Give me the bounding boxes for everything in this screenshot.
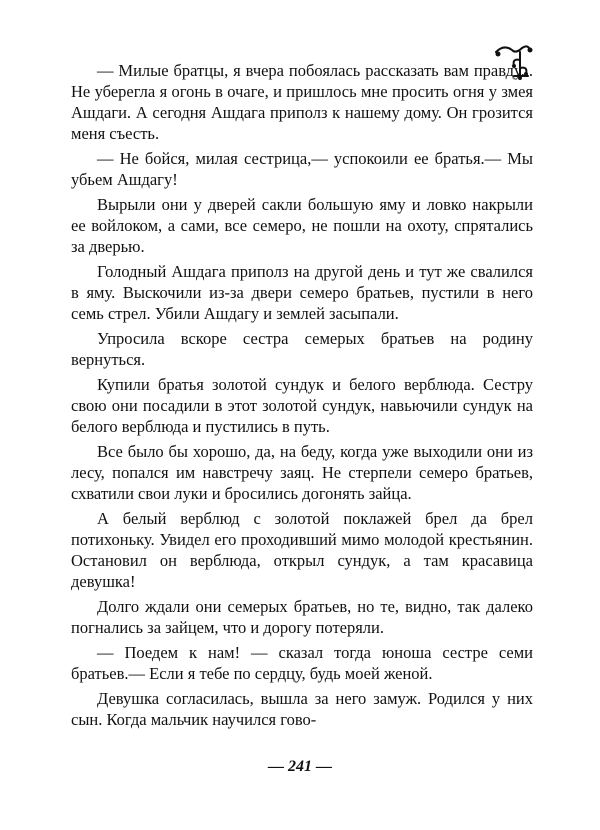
paragraph: — Милые братцы, я вчера побоялась рассказать вам правду... Не уберегла я огонь в очаге, и пришлось мне просить огня у змея Ашдаги. А сегодня Ашдага приполз к нашему дому. Он грозится меня съесть. [71, 61, 533, 143]
paragraph: Все было бы хорошо, да, на беду, когда уже выходили они из лесу, попался им навстречу заяц. Не стерпели семеро братьев, схватили свои луки и бросились догонять зайца. [71, 442, 533, 503]
paragraph: А белый верблюд с золотой поклажей брел да брел потихоньку. Увидел его проходивший мимо молодой крестьянин. Остановил он верблюда, открыл сундук, а там красавица девушка! [71, 509, 533, 591]
paragraph: — Поедем к нам! — сказал тогда юноша сестре семи братьев.— Если я тебе по сердцу, будь моей женой. [71, 643, 533, 683]
paragraph: Девушка согласилась, вышла за него замуж. Родился у них сын. Когда мальчик научился гово- [71, 689, 533, 729]
story-text [71, 60, 533, 734]
paragraph: Вырыли они у дверей сакли большую яму и ловко накрыли ее войлоком, а сами, все семеро, не пошли на охоту, спрятались за дверью. [71, 195, 533, 256]
paragraph: Долго ждали они семерых братьев, но те, видно, так далеко погнались за зайцем, что и дорогу потеряли. [71, 597, 533, 637]
paragraph: — Не бойся, милая сестрица,— успокоили ее братья.— Мы убьем Ашдагу! [71, 149, 533, 189]
page-number: — 241 — [268, 758, 332, 775]
paragraph: Купили братья золотой сундук и белого верблюда. Сестру свою они посадили в этот золотой сундук, навьючили сундук на белого верблюда и пустились в путь. [71, 375, 533, 436]
paragraph: Упросила вскоре сестра семерых братьев на родину вернуться. [71, 329, 533, 369]
paragraph: Голодный Ашдага приполз на другой день и тут же свалился в яму. Выскочили из-за двери семеро братьев, пустили в него семь стрел. Убили Ашдагу и землей засыпали. [71, 262, 533, 323]
